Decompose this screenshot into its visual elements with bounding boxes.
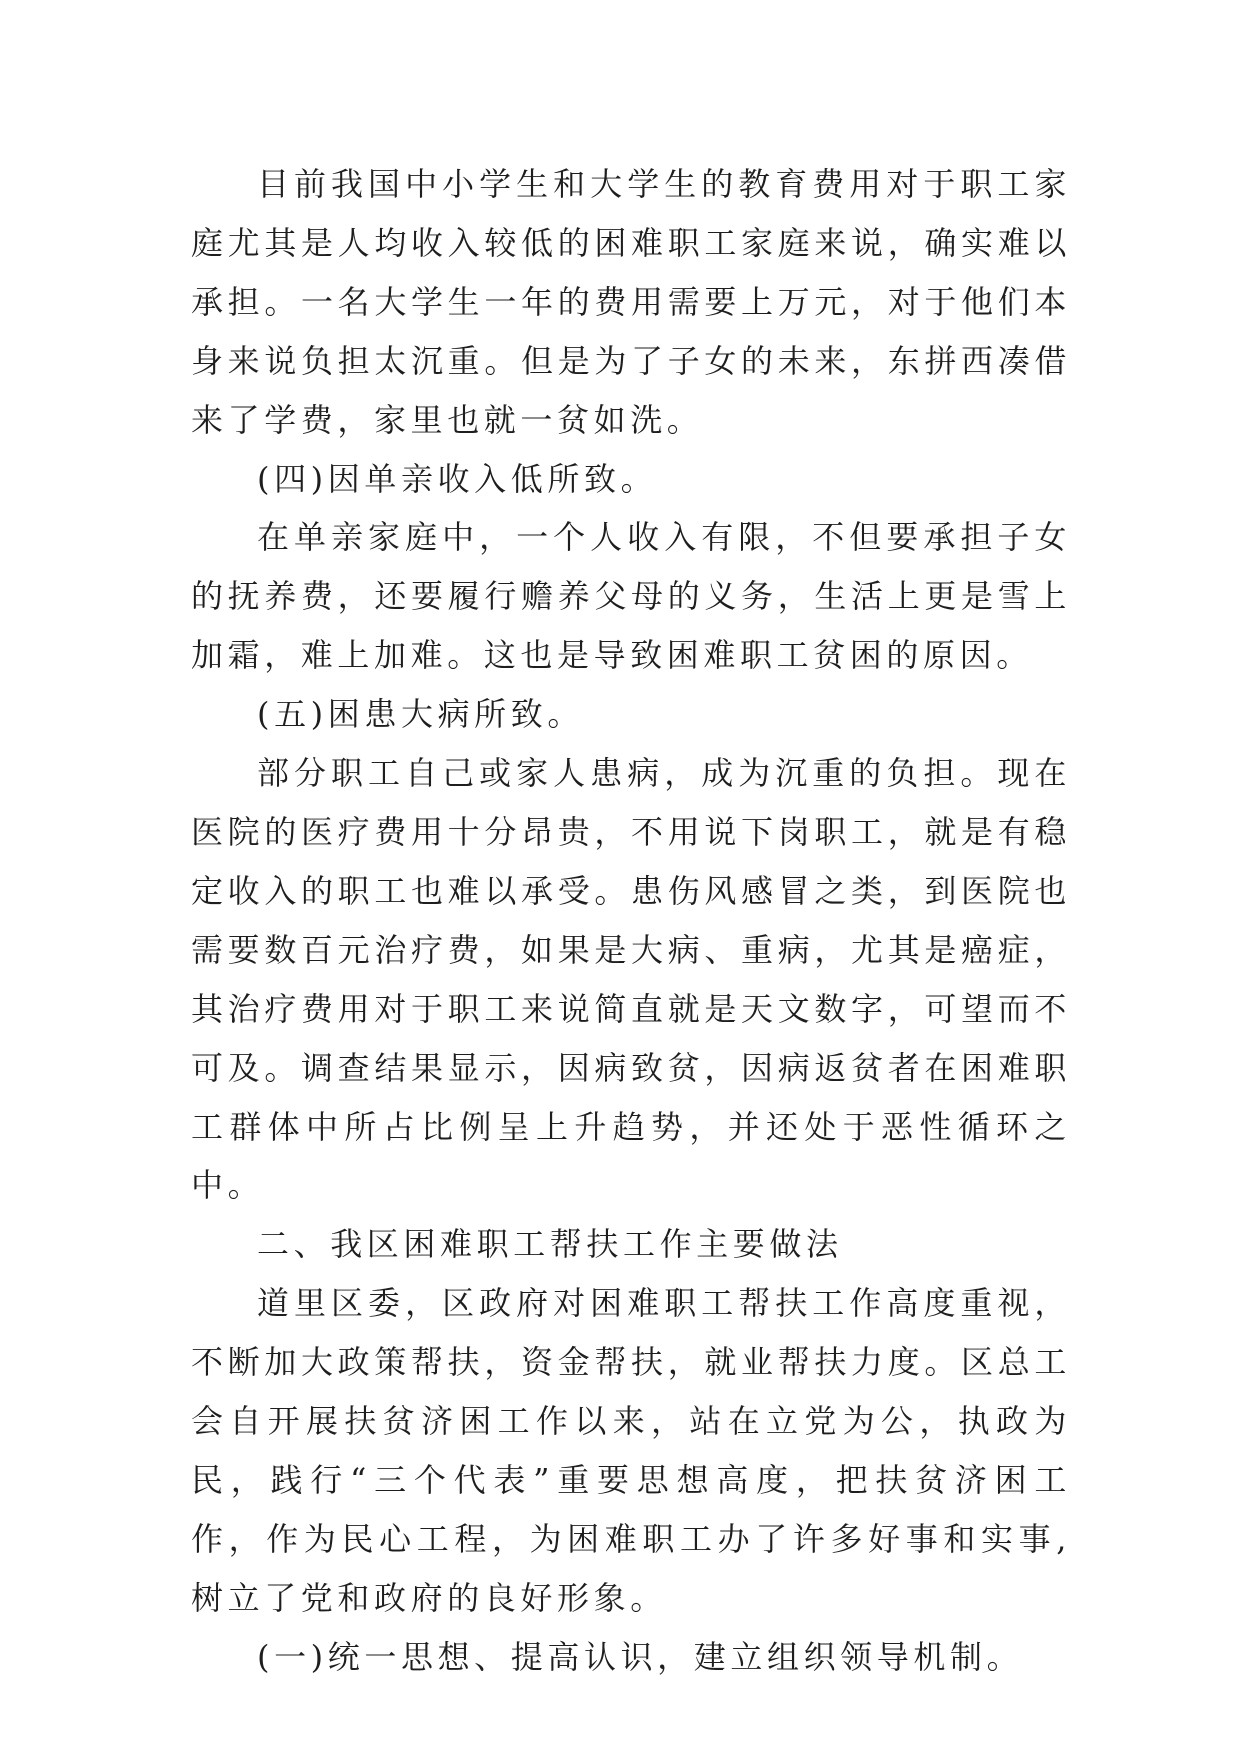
document-body	[191, 155, 1071, 1687]
heading-single-parent: (四)因单亲收入低所致。	[257, 459, 658, 498]
paragraph-single-parent: 在单亲家庭中，一个人收入有限，不但要承担子女的抚养费，还要履行赡养父母的义务，生活上更是雪上加霜，难上加难。这也是导致困难职工贫困的原因。	[191, 518, 1071, 675]
paragraph-serious-illness: 部分职工自己或家人患病，成为沉重的负担。现在医院的医疗费用十分昂贵，不用说下岗职工，就是有稳定收入的职工也难以承受。患伤风感冒之类，到医院也需要数百元治疗费，如果是大病、重病，尤其是癌症，其治疗费用对于职工来说简直就是天文数字，可望而不可及。调查结果显示，因病致贫，因病返贫者在困难职工群体中所占比例呈上升趋势，并还处于恶性循环之中。	[191, 754, 1071, 1205]
heading-serious-illness: (五)困患大病所致。	[257, 695, 584, 734]
heading-leadership-mechanism: (一)统一思想、提高认识，建立组织领导机制。	[257, 1637, 1024, 1676]
section-heading-main-practices: 二、我区困难职工帮扶工作主要做法	[257, 1225, 843, 1264]
paragraph-education-costs: 目前我国中小学生和大学生的教育费用对于职工家庭尤其是人均收入较低的困难职工家庭来说，确实难以承担。一名大学生一年的费用需要上万元，对于他们本身来说负担太沉重。但是为了子女的未来，东拼西凑借来了学费，家里也就一贫如洗。	[191, 165, 1071, 439]
paragraph-district-support: 道里区委，区政府对困难职工帮扶工作高度重视，不断加大政策帮扶，资金帮扶，就业帮扶力度。区总工会自开展扶贫济困工作以来，站在立党为公，执政为民，践行“三个代表”重要思想高度，把扶贫济困工作，作为民心工程，为困难职工办了许多好事和实事,树立了党和政府的良好形象。	[191, 1284, 1071, 1617]
